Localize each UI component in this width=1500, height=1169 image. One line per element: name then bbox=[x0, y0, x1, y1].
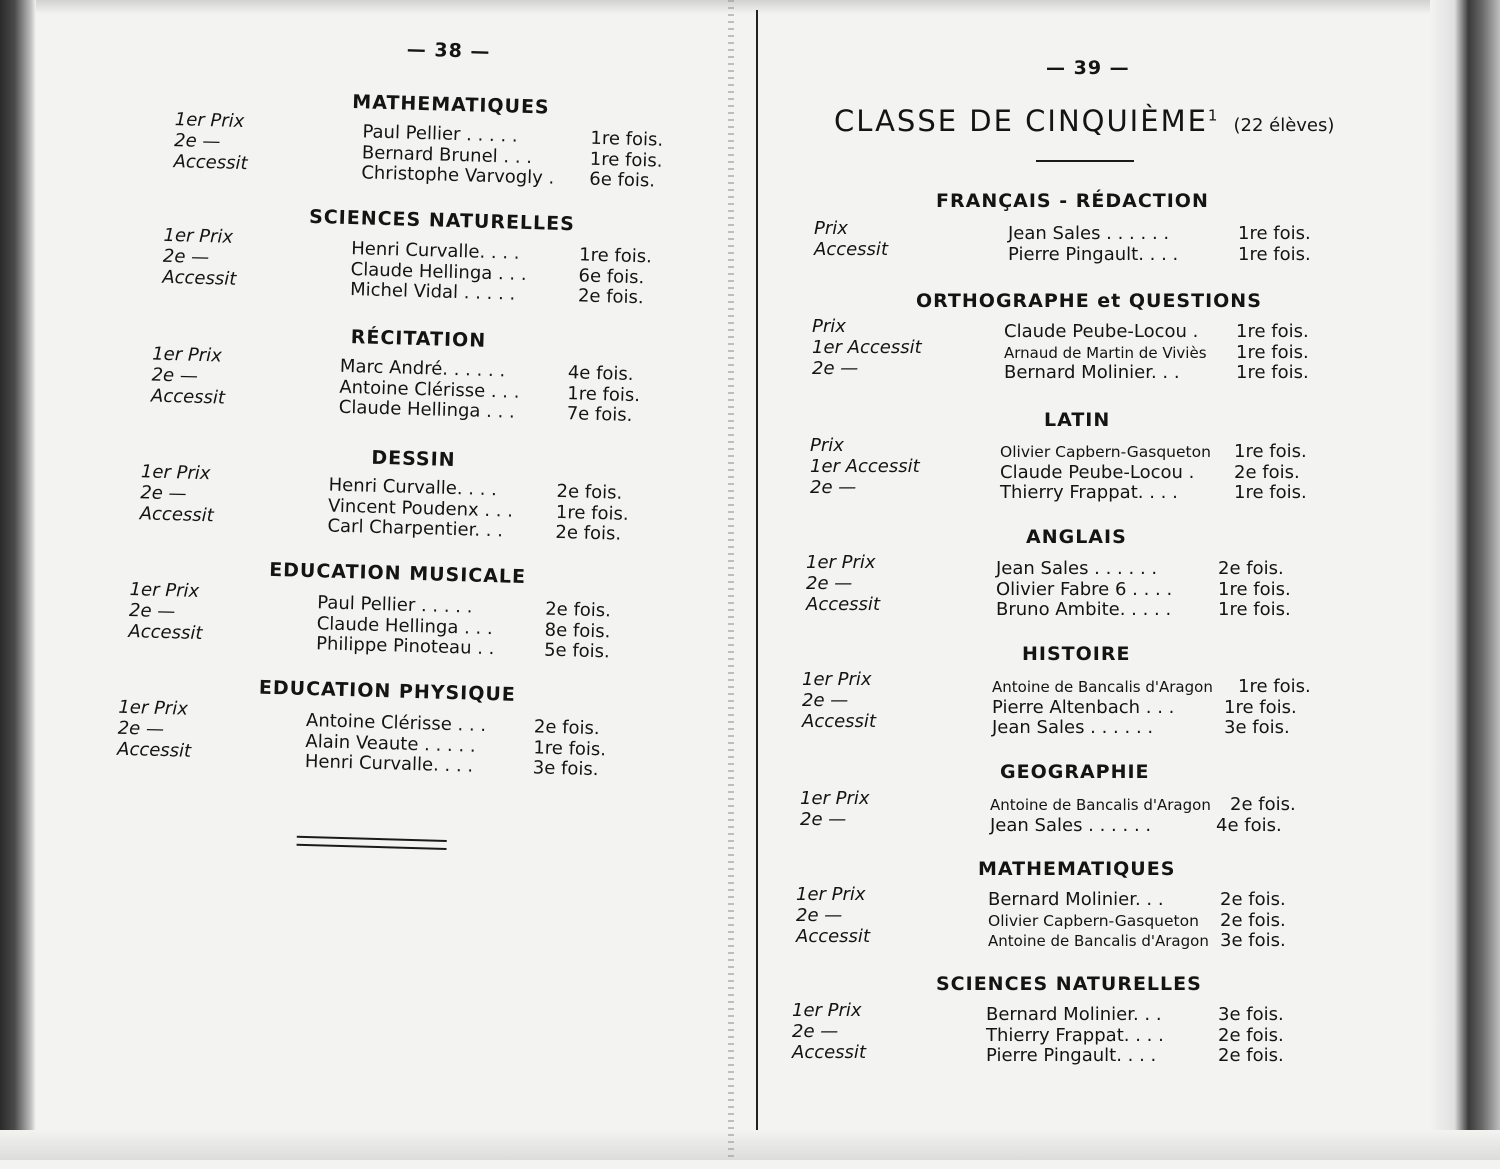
prize-labels bbox=[792, 1000, 866, 1063]
award-count: 4e fois. bbox=[567, 362, 634, 385]
student-name: Alain Veaute . . . . . bbox=[305, 730, 476, 757]
list-item bbox=[327, 515, 622, 545]
entries-list bbox=[338, 355, 641, 426]
award-count: 1re fois. bbox=[1218, 599, 1291, 620]
prize-label: Accessit bbox=[173, 151, 248, 175]
student-name: Bernard Molinier. . . bbox=[1004, 362, 1180, 383]
student-name: Olivier Capbern-Gasqueton bbox=[1000, 443, 1211, 461]
student-name: Claude Hellinga . . . bbox=[338, 396, 516, 423]
list-item bbox=[327, 495, 629, 525]
student-name: Olivier Capbern-Gasqueton bbox=[988, 911, 1199, 930]
prize-label: Accessit bbox=[128, 621, 203, 645]
award-count: 1re fois. bbox=[566, 382, 641, 406]
list-item bbox=[339, 376, 641, 406]
prize-label: 2e — bbox=[173, 130, 221, 153]
student-name: Claude Peube-Locou . bbox=[1000, 461, 1195, 483]
prize-label: Accessit bbox=[802, 711, 876, 732]
prize-labels bbox=[117, 697, 193, 762]
student-name: Pierre Pingault. . . . bbox=[1008, 243, 1179, 265]
student-name: Jean Sales . . . . . . bbox=[992, 717, 1154, 738]
prize-label: 1er Prix bbox=[163, 224, 234, 248]
prize-labels bbox=[800, 788, 870, 830]
list-item bbox=[338, 396, 633, 426]
prize-labels bbox=[806, 552, 880, 615]
student-name: Thierry Frappat. . . . bbox=[986, 1024, 1164, 1046]
student-name: Philippe Pinoteau . . bbox=[315, 633, 495, 660]
list-item bbox=[305, 709, 600, 740]
prize-label: 1er Prix bbox=[140, 461, 211, 485]
student-name: Christophe Varvogly . bbox=[361, 162, 555, 189]
student-name: Carl Charpentier. . . bbox=[327, 515, 504, 542]
prize-label: 2e — bbox=[812, 358, 859, 379]
prize-label: Prix bbox=[814, 218, 848, 239]
prize-labels bbox=[812, 316, 922, 379]
list-item bbox=[362, 121, 664, 151]
left-page bbox=[20, 0, 740, 1169]
award-count: 6e fois. bbox=[578, 264, 645, 288]
list-item bbox=[315, 633, 611, 663]
list-item bbox=[328, 474, 623, 504]
prize-labels bbox=[162, 225, 238, 290]
prize-label: Accessit bbox=[792, 1042, 866, 1063]
section-title-sciences-naturelles: SCIENCES NATURELLES bbox=[308, 205, 576, 236]
student-name: Claude Hellinga . . . bbox=[350, 258, 527, 285]
prize-label: Accessit bbox=[116, 738, 192, 762]
award-count: 4e fois. bbox=[1216, 814, 1282, 836]
list-item bbox=[361, 141, 663, 172]
award-count: 1re fois. bbox=[1238, 243, 1311, 265]
prize-label: Accessit bbox=[162, 266, 237, 290]
class-title bbox=[834, 104, 1334, 138]
section-title-geographie: GEOGRAPHIE bbox=[1000, 761, 1150, 783]
prize-labels bbox=[151, 344, 227, 409]
student-name: Claude Hellinga . . . bbox=[316, 612, 494, 639]
student-name: Antoine Clérisse . . . bbox=[339, 376, 520, 403]
prize-label: 2e — bbox=[802, 690, 849, 711]
student-name: Henri Curvalle. . . . bbox=[350, 238, 520, 264]
student-name: Pierre Pingault. . . . bbox=[986, 1045, 1157, 1066]
student-name: Antoine Clérisse . . . bbox=[305, 709, 487, 737]
award-count: 1re fois. bbox=[555, 501, 629, 525]
prize-labels bbox=[802, 669, 876, 732]
student-name: Henri Curvalle. . . . bbox=[304, 750, 474, 777]
student-name: Jean Sales . . . . . . bbox=[1008, 223, 1170, 244]
award-count: 2e fois. bbox=[555, 521, 622, 545]
award-count: 3e fois. bbox=[1218, 1004, 1284, 1025]
section-title-latin: LATIN bbox=[1044, 409, 1111, 431]
award-count: 1re fois. bbox=[589, 148, 663, 172]
student-name: Marc André. . . . . . bbox=[339, 355, 506, 382]
prize-label: 1er Prix bbox=[792, 1000, 862, 1021]
class-count: (22 élèves) bbox=[1233, 115, 1335, 136]
prize-label: 2e — bbox=[806, 573, 853, 594]
list-item bbox=[349, 279, 644, 309]
prize-label: 2e — bbox=[792, 1021, 839, 1042]
prize-label: Accessit bbox=[806, 594, 880, 615]
prize-label: Accessit bbox=[814, 239, 888, 260]
award-count: 2e fois. bbox=[1230, 794, 1296, 815]
list-item bbox=[316, 612, 611, 642]
list-item bbox=[339, 355, 634, 385]
award-count: 1re fois. bbox=[590, 127, 664, 151]
award-count: 1re fois. bbox=[1236, 362, 1309, 383]
award-count: 1re fois. bbox=[578, 244, 653, 268]
prize-label: 2e — bbox=[128, 600, 176, 623]
prize-label: 2e — bbox=[117, 717, 165, 741]
award-count: 3e fois. bbox=[532, 757, 599, 781]
student-name: Claude Peube-Locou . bbox=[1004, 321, 1199, 342]
award-count: 1re fois. bbox=[1234, 441, 1307, 462]
gutter-fold-line bbox=[756, 10, 758, 1130]
section-title-recitation: RÉCITATION bbox=[350, 326, 487, 352]
entries-list bbox=[361, 121, 664, 192]
section-title-sciences-naturelles: SCIENCES NATURELLES bbox=[936, 973, 1202, 995]
title-rule bbox=[1036, 160, 1134, 162]
class-name: CLASSE DE CINQUIÈME bbox=[834, 104, 1208, 138]
prize-label: 1er Prix bbox=[118, 696, 189, 720]
award-count: 1re fois. bbox=[1238, 676, 1311, 697]
prize-label: 1er Prix bbox=[802, 669, 872, 690]
list-item bbox=[317, 592, 612, 622]
student-name: Antoine de Bancalis d'Aragon bbox=[990, 796, 1211, 814]
section-title-dessin: DESSIN bbox=[371, 446, 456, 472]
student-name: Antoine de Bancalis d'Aragon bbox=[992, 678, 1213, 696]
student-name: Michel Vidal . . . . . bbox=[349, 279, 516, 305]
end-double-rule bbox=[297, 836, 447, 850]
student-name: Bernard Molinier. . . bbox=[986, 1004, 1162, 1025]
prize-label: 2e — bbox=[151, 364, 199, 387]
award-count: 2e fois. bbox=[1218, 1024, 1284, 1046]
entries-list bbox=[349, 238, 653, 309]
prize-label: Prix bbox=[810, 435, 844, 456]
entries-list bbox=[327, 474, 629, 545]
section-title-mathematiques: MATHEMATIQUES bbox=[978, 858, 1176, 880]
student-name: Henri Curvalle. . . . bbox=[328, 474, 498, 501]
award-count: 2e fois. bbox=[1234, 461, 1300, 483]
section-title-mathematiques: MATHEMATIQUES bbox=[352, 91, 550, 119]
award-count: 1re fois. bbox=[1218, 578, 1291, 600]
prize-label: 1er Accessit bbox=[810, 456, 920, 477]
section-title-orthographe: ORTHOGRAPHE et QUESTIONS bbox=[916, 290, 1262, 312]
award-count: 3e fois. bbox=[1220, 930, 1286, 951]
prize-label: 1er Prix bbox=[806, 552, 876, 573]
student-name: Paul Pellier . . . . . bbox=[317, 592, 473, 618]
award-count: 1re fois. bbox=[1224, 696, 1297, 718]
award-count: 2e fois. bbox=[577, 285, 644, 309]
prize-label: 2e — bbox=[162, 245, 210, 269]
section-title-francais-redaction: FRANÇAIS - RÉDACTION bbox=[936, 190, 1209, 212]
award-count: 7e fois. bbox=[566, 403, 633, 426]
award-count: 2e fois. bbox=[533, 716, 600, 740]
award-count: 2e fois. bbox=[1218, 1045, 1284, 1066]
section-title-education-physique: EDUCATION PHYSIQUE bbox=[258, 676, 517, 706]
student-name: Olivier Fabre 6 . . . . bbox=[996, 578, 1173, 600]
prize-label: 2e — bbox=[140, 482, 187, 505]
footnote-marker: 1 bbox=[1207, 106, 1220, 125]
prize-label: 1er Prix bbox=[796, 884, 866, 905]
award-count: 1re fois. bbox=[1236, 321, 1309, 342]
student-name: Arnaud de Martin de Viviès bbox=[1004, 343, 1207, 362]
prize-label: 1er Prix bbox=[151, 343, 223, 367]
prize-label: 1er Accessit bbox=[812, 337, 922, 358]
list-item bbox=[304, 750, 599, 781]
list-item bbox=[350, 238, 653, 268]
prize-labels bbox=[810, 435, 920, 498]
award-count: 8e fois. bbox=[544, 619, 611, 642]
prize-labels bbox=[173, 109, 249, 174]
list-item bbox=[305, 730, 607, 760]
award-count: 2e fois. bbox=[1220, 909, 1286, 931]
prize-label: 1er Prix bbox=[129, 579, 200, 602]
award-count: 3e fois. bbox=[1224, 717, 1290, 738]
award-count: 1re fois. bbox=[1234, 482, 1307, 503]
page-number: — 38 — bbox=[406, 38, 491, 63]
student-name: Bernard Brunel . . . bbox=[361, 141, 533, 168]
prize-label: Accessit bbox=[150, 385, 226, 409]
student-name: Jean Sales . . . . . . bbox=[996, 558, 1158, 579]
award-count: 2e fois. bbox=[556, 480, 623, 504]
prize-labels bbox=[796, 884, 870, 947]
award-count: 6e fois. bbox=[588, 168, 656, 192]
prize-label: Accessit bbox=[139, 503, 215, 527]
prize-labels bbox=[139, 461, 215, 526]
prize-label: 1er Prix bbox=[800, 788, 870, 809]
student-name: Antoine de Bancalis d'Aragon bbox=[988, 932, 1209, 950]
award-count: 1re fois. bbox=[533, 736, 607, 760]
award-count: 2e fois. bbox=[1218, 558, 1284, 579]
prize-labels bbox=[814, 218, 888, 260]
student-name: Thierry Frappat. . . . bbox=[1000, 482, 1178, 503]
award-count: 1re fois. bbox=[1238, 223, 1311, 244]
student-name: Paul Pellier . . . . . bbox=[362, 121, 518, 147]
prize-label: Prix bbox=[812, 316, 846, 337]
list-item bbox=[350, 258, 645, 288]
student-name: Bruno Ambite. . . . . bbox=[996, 599, 1172, 620]
prize-label: Accessit bbox=[796, 926, 870, 947]
section-title-histoire: HISTOIRE bbox=[1022, 643, 1131, 665]
prize-label: 2e — bbox=[796, 905, 843, 926]
award-count: 5e fois. bbox=[543, 639, 611, 663]
student-name: Bernard Molinier. . . bbox=[988, 889, 1164, 910]
scan-right-edge bbox=[1430, 0, 1500, 1160]
student-name: Jean Sales . . . . . . bbox=[990, 814, 1152, 836]
section-title-education-musicale: EDUCATION MUSICALE bbox=[268, 558, 527, 589]
student-name: Vincent Poudenx . . . bbox=[327, 495, 514, 522]
entries-list bbox=[315, 592, 612, 663]
student-name: Pierre Altenbach . . . bbox=[992, 696, 1175, 718]
prize-label: 2e — bbox=[800, 809, 847, 830]
section-title-anglais: ANGLAIS bbox=[1026, 526, 1127, 548]
prize-label: 1er Prix bbox=[174, 109, 245, 133]
right-page bbox=[760, 0, 1430, 1160]
award-count: 2e fois. bbox=[544, 598, 612, 622]
award-count: 2e fois. bbox=[1220, 889, 1286, 910]
list-item bbox=[361, 162, 656, 192]
entries-list bbox=[304, 709, 607, 781]
prize-labels bbox=[128, 579, 204, 644]
award-count: 1re fois. bbox=[1236, 341, 1309, 363]
prize-label: 2e — bbox=[810, 477, 857, 498]
page-number: — 39 — bbox=[1046, 57, 1130, 79]
